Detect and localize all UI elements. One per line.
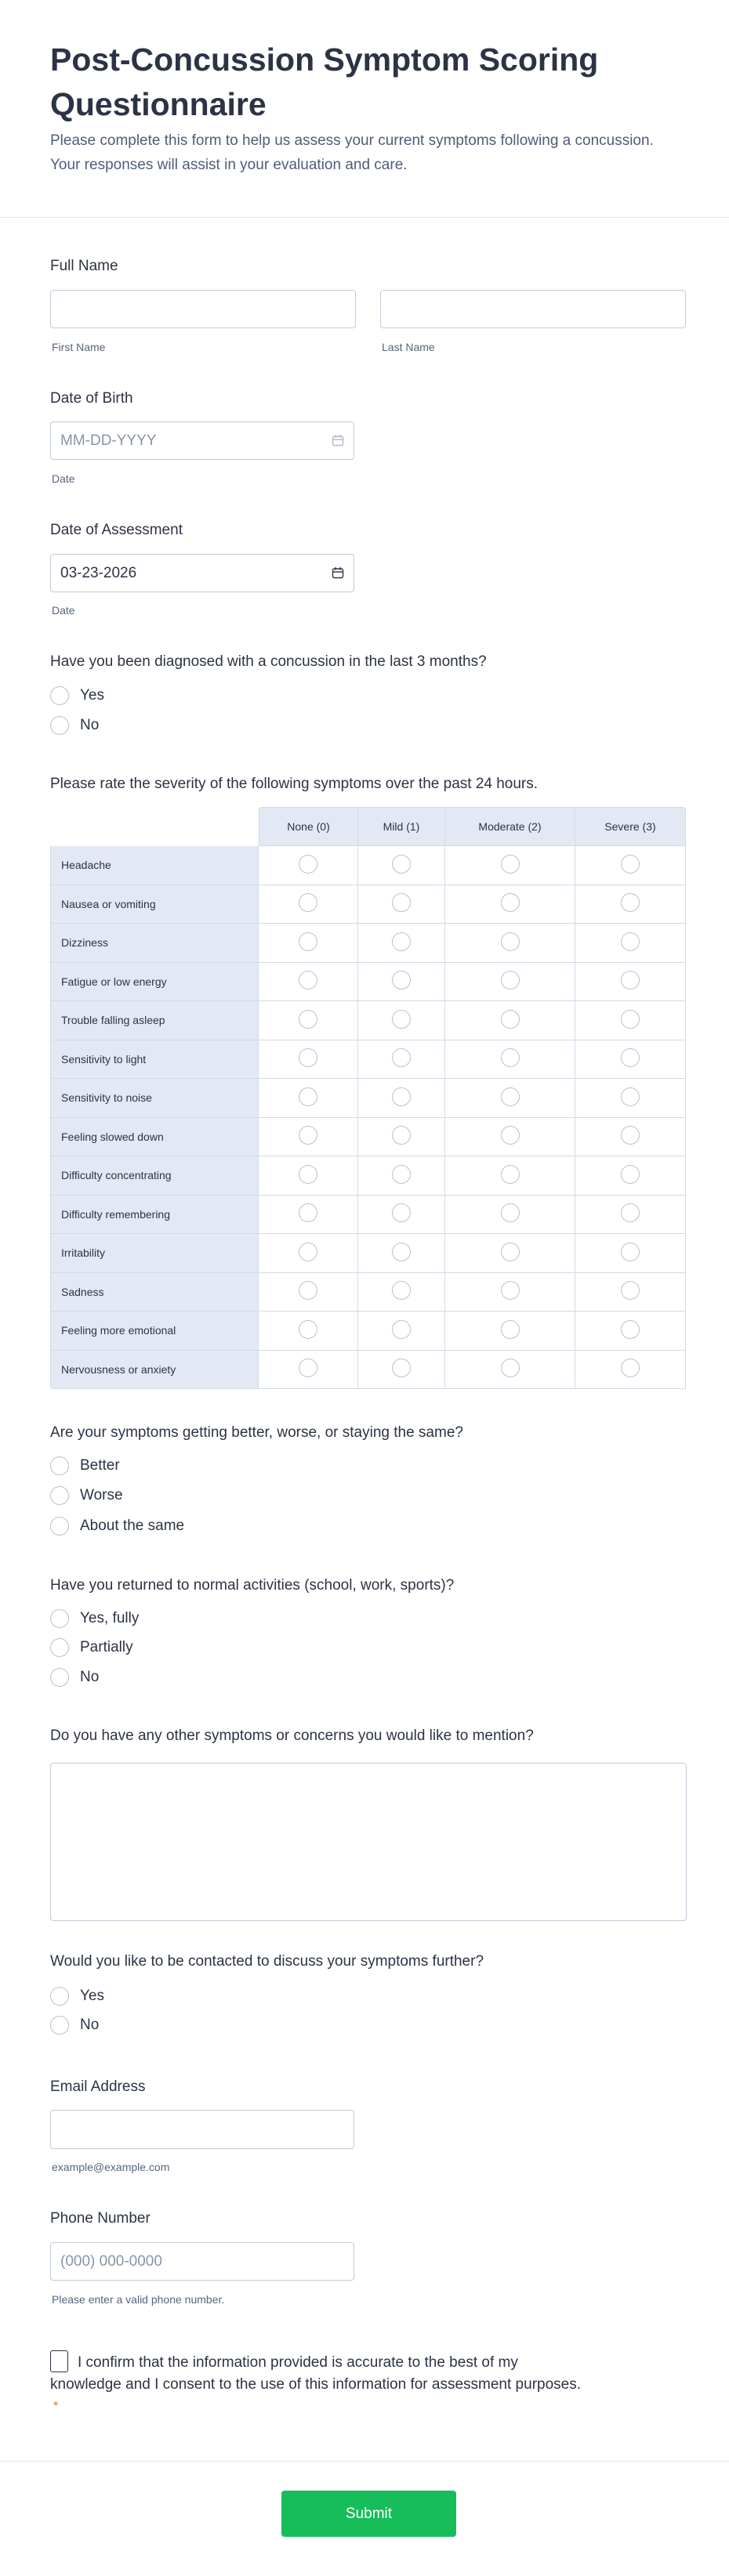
matrix-cell[interactable] bbox=[575, 963, 686, 1002]
radio-circle[interactable] bbox=[501, 1243, 520, 1261]
doa-input[interactable] bbox=[50, 554, 354, 592]
trend-better-radio[interactable] bbox=[50, 1454, 120, 1478]
matrix-cell[interactable] bbox=[358, 1156, 445, 1196]
matrix-cell[interactable] bbox=[259, 1156, 358, 1196]
calendar-icon[interactable] bbox=[332, 566, 344, 579]
matrix-cell[interactable] bbox=[259, 1351, 358, 1390]
radio-circle[interactable] bbox=[392, 1203, 411, 1222]
first-name-input[interactable] bbox=[50, 290, 356, 328]
matrix-cell[interactable] bbox=[358, 1312, 445, 1351]
radio-circle[interactable] bbox=[621, 1243, 640, 1261]
trend-same-radio[interactable] bbox=[50, 1514, 184, 1538]
radio-circle[interactable] bbox=[392, 932, 411, 951]
symptom-matrix bbox=[50, 807, 686, 1389]
matrix-row-label: Difficulty remembering bbox=[50, 1196, 259, 1235]
matrix-row bbox=[50, 924, 686, 963]
activities-fully-radio[interactable] bbox=[50, 1607, 139, 1630]
matrix-cell[interactable] bbox=[259, 1234, 358, 1273]
matrix-row bbox=[50, 846, 686, 885]
radio-circle[interactable] bbox=[621, 855, 640, 874]
radio-circle[interactable] bbox=[392, 1243, 411, 1261]
matrix-cell[interactable] bbox=[358, 1351, 445, 1390]
matrix-cell[interactable] bbox=[358, 1079, 445, 1118]
concerns-textarea[interactable] bbox=[50, 1763, 687, 1921]
activities-no-radio[interactable] bbox=[50, 1666, 99, 1689]
consent-field bbox=[50, 2350, 591, 2422]
radio-circle[interactable] bbox=[299, 855, 317, 874]
matrix-cell[interactable] bbox=[445, 885, 575, 924]
radio-circle[interactable] bbox=[392, 1320, 411, 1339]
matrix-cell[interactable] bbox=[358, 1118, 445, 1157]
radio-circle[interactable] bbox=[299, 1203, 317, 1222]
column-header: Mild (1) bbox=[358, 807, 445, 846]
radio-circle[interactable] bbox=[621, 1203, 640, 1222]
doa-value: 03-23-2026 bbox=[60, 565, 137, 581]
phone-sublabel: Please enter a valid phone number. bbox=[52, 2293, 225, 2306]
matrix-cell[interactable] bbox=[575, 924, 686, 963]
matrix-cell[interactable] bbox=[259, 846, 358, 885]
matrix-cell[interactable] bbox=[259, 1196, 358, 1235]
matrix-row bbox=[50, 1118, 686, 1157]
matrix-cell[interactable] bbox=[445, 1234, 575, 1273]
matrix-cell[interactable] bbox=[259, 885, 358, 924]
matrix-row-label: Irritability bbox=[50, 1234, 259, 1273]
radio-circle[interactable] bbox=[501, 1320, 520, 1339]
matrix-row-label: Trouble falling asleep bbox=[50, 1001, 259, 1040]
matrix-cell[interactable] bbox=[358, 1273, 445, 1312]
email-label: Email Address bbox=[50, 2079, 146, 2095]
radio-circle[interactable] bbox=[501, 971, 520, 990]
matrix-cell[interactable] bbox=[259, 1118, 358, 1157]
radio-circle[interactable] bbox=[50, 716, 69, 735]
last-name-sublabel: Last Name bbox=[382, 341, 435, 353]
matrix-row-label: Sensitivity to light bbox=[50, 1040, 259, 1080]
radio-circle[interactable] bbox=[50, 2016, 69, 2035]
matrix-row-label: Sadness bbox=[50, 1273, 259, 1312]
matrix-row bbox=[50, 1312, 686, 1351]
radio-circle[interactable] bbox=[501, 932, 520, 951]
matrix-cell[interactable] bbox=[259, 1079, 358, 1118]
radio-circle[interactable] bbox=[501, 1087, 520, 1106]
matrix-row bbox=[50, 963, 686, 1002]
radio-circle[interactable] bbox=[501, 893, 520, 912]
radio-circle[interactable] bbox=[392, 1087, 411, 1106]
matrix-cell[interactable] bbox=[445, 1351, 575, 1390]
matrix-row-label: Fatigue or low energy bbox=[50, 963, 259, 1002]
radio-circle[interactable] bbox=[501, 1281, 520, 1300]
required-asterisk: * bbox=[53, 2400, 59, 2413]
dob-input[interactable] bbox=[50, 421, 354, 460]
contact-label: Would you like to be contacted to discuss your symptoms further? bbox=[50, 1953, 484, 1970]
option-label: Partially bbox=[80, 1639, 133, 1655]
matrix-row bbox=[50, 1273, 686, 1312]
radio-circle[interactable] bbox=[621, 971, 640, 990]
matrix-cell[interactable] bbox=[259, 1273, 358, 1312]
radio-circle[interactable] bbox=[50, 1486, 69, 1505]
matrix-cell[interactable] bbox=[259, 1001, 358, 1040]
last-name-input[interactable] bbox=[380, 290, 686, 328]
option-label: No bbox=[80, 2017, 100, 2033]
radio-circle[interactable] bbox=[392, 1010, 411, 1029]
radio-circle[interactable] bbox=[621, 1359, 640, 1377]
matrix-cell[interactable] bbox=[445, 1273, 575, 1312]
doa-sublabel: Date bbox=[52, 604, 75, 617]
matrix-cell[interactable] bbox=[259, 963, 358, 1002]
matrix-cell[interactable] bbox=[575, 1001, 686, 1040]
radio-circle[interactable] bbox=[621, 1320, 640, 1339]
matrix-cell[interactable] bbox=[575, 1312, 686, 1351]
matrix-header-row bbox=[50, 807, 686, 846]
first-name-sublabel: First Name bbox=[52, 341, 106, 353]
consent-checkbox[interactable] bbox=[50, 2350, 68, 2372]
column-header: None (0) bbox=[259, 807, 358, 846]
option-label: Yes bbox=[80, 1988, 104, 2004]
radio-circle[interactable] bbox=[299, 1243, 317, 1261]
radio-circle[interactable] bbox=[621, 932, 640, 951]
matrix-row-label: Nervousness or anxiety bbox=[50, 1351, 259, 1390]
matrix-cell[interactable] bbox=[575, 1351, 686, 1390]
matrix-cell[interactable] bbox=[358, 1001, 445, 1040]
option-label: Yes bbox=[80, 687, 104, 704]
radio-circle[interactable] bbox=[299, 1359, 317, 1377]
radio-circle[interactable] bbox=[621, 893, 640, 912]
matrix-row bbox=[50, 1040, 686, 1080]
activities-partially-radio[interactable] bbox=[50, 1636, 133, 1659]
page-title: Post-Concussion Symptom Scoring Questionnaire bbox=[50, 42, 599, 122]
matrix-cell[interactable] bbox=[445, 846, 575, 885]
option-label: Better bbox=[80, 1457, 120, 1474]
activities-label: Have you returned to normal activities (school, work, sports)? bbox=[50, 1577, 455, 1594]
phone-input[interactable] bbox=[50, 2242, 354, 2281]
matrix-cell[interactable] bbox=[575, 1156, 686, 1196]
radio-circle[interactable] bbox=[392, 971, 411, 990]
matrix-cell[interactable] bbox=[259, 1040, 358, 1080]
dob-placeholder: MM-DD-YYYY bbox=[60, 432, 157, 449]
matrix-cell[interactable] bbox=[445, 1118, 575, 1157]
matrix-cell[interactable] bbox=[445, 1312, 575, 1351]
radio-circle[interactable] bbox=[621, 1087, 640, 1106]
matrix-cell[interactable] bbox=[358, 1040, 445, 1080]
radio-circle[interactable] bbox=[299, 1126, 317, 1145]
doa-label: Date of Assessment bbox=[50, 522, 183, 538]
matrix-row-label: Feeling more emotional bbox=[50, 1312, 259, 1351]
radio-circle[interactable] bbox=[299, 932, 317, 951]
matrix-cell[interactable] bbox=[358, 963, 445, 1002]
diagnosed-no-radio[interactable] bbox=[50, 714, 99, 737]
radio-circle[interactable] bbox=[392, 1048, 411, 1067]
option-label: Worse bbox=[80, 1487, 123, 1503]
radio-circle[interactable] bbox=[299, 1087, 317, 1106]
column-header: Moderate (2) bbox=[445, 807, 575, 846]
matrix-cell[interactable] bbox=[575, 885, 686, 924]
matrix-row bbox=[50, 1079, 686, 1118]
consent-text: I confirm that the information provided is accurate to the best of my knowledge and I consent to the use of this information for assessment purposes. bbox=[50, 2354, 581, 2393]
radio-circle[interactable] bbox=[621, 1010, 640, 1029]
contact-no-radio[interactable] bbox=[50, 2013, 99, 2037]
option-label: About the same bbox=[80, 1518, 185, 1534]
matrix-cell[interactable] bbox=[358, 885, 445, 924]
radio-circle[interactable] bbox=[50, 1517, 69, 1536]
radio-circle[interactable] bbox=[50, 1638, 69, 1657]
submit-button[interactable]: Submit bbox=[281, 2491, 456, 2537]
dob-sublabel: Date bbox=[52, 472, 75, 485]
matrix-cell[interactable] bbox=[445, 1040, 575, 1080]
footer-divider bbox=[0, 2461, 729, 2462]
option-label: No bbox=[80, 1669, 100, 1685]
matrix-cell[interactable] bbox=[445, 963, 575, 1002]
radio-circle[interactable] bbox=[501, 1359, 520, 1377]
matrix-cell[interactable] bbox=[445, 924, 575, 963]
radio-circle[interactable] bbox=[50, 1668, 69, 1687]
matrix-row-label: Sensitivity to noise bbox=[50, 1079, 259, 1118]
column-header: Severe (3) bbox=[575, 807, 686, 846]
matrix-corner bbox=[50, 807, 259, 846]
contact-yes-radio[interactable] bbox=[50, 1984, 104, 2008]
matrix-cell[interactable] bbox=[575, 1040, 686, 1080]
radio-circle[interactable] bbox=[299, 893, 317, 912]
radio-circle[interactable] bbox=[392, 855, 411, 874]
matrix-row-label: Difficulty concentrating bbox=[50, 1156, 259, 1196]
email-sublabel: example@example.com bbox=[52, 2161, 170, 2173]
matrix-cell[interactable] bbox=[259, 924, 358, 963]
radio-circle[interactable] bbox=[392, 893, 411, 912]
matrix-row bbox=[50, 885, 686, 924]
radio-circle[interactable] bbox=[299, 1010, 317, 1029]
radio-circle[interactable] bbox=[392, 1126, 411, 1145]
matrix-cell[interactable] bbox=[259, 1312, 358, 1351]
matrix-cell[interactable] bbox=[575, 1273, 686, 1312]
radio-circle[interactable] bbox=[621, 1281, 640, 1300]
matrix-cell[interactable] bbox=[445, 1079, 575, 1118]
matrix-cell[interactable] bbox=[575, 1079, 686, 1118]
radio-circle[interactable] bbox=[392, 1165, 411, 1184]
radio-circle[interactable] bbox=[392, 1281, 411, 1300]
radio-circle[interactable] bbox=[299, 1048, 317, 1067]
matrix-row-label: Dizziness bbox=[50, 924, 259, 963]
matrix-cell[interactable] bbox=[575, 1118, 686, 1157]
matrix-row bbox=[50, 1351, 686, 1390]
radio-circle[interactable] bbox=[50, 1987, 69, 2006]
trend-label: Are your symptoms getting better, worse, or staying the same? bbox=[50, 1424, 463, 1441]
radio-circle[interactable] bbox=[501, 1165, 520, 1184]
matrix-cell[interactable] bbox=[358, 846, 445, 885]
matrix-label: Please rate the severity of the following symptoms over the past 24 hours. bbox=[50, 776, 539, 792]
matrix-cell[interactable] bbox=[445, 1196, 575, 1235]
concerns-label: Do you have any other symptoms or concerns you would like to mention? bbox=[50, 1728, 534, 1744]
radio-circle[interactable] bbox=[299, 1320, 317, 1339]
matrix-cell[interactable] bbox=[575, 846, 686, 885]
matrix-row-label: Feeling slowed down bbox=[50, 1118, 259, 1157]
matrix-row bbox=[50, 1001, 686, 1040]
radio-circle[interactable] bbox=[50, 1456, 69, 1475]
trend-worse-radio[interactable] bbox=[50, 1484, 123, 1507]
radio-circle[interactable] bbox=[50, 1609, 69, 1628]
radio-circle[interactable] bbox=[299, 1165, 317, 1184]
dob-label: Date of Birth bbox=[50, 390, 133, 407]
radio-circle[interactable] bbox=[621, 1165, 640, 1184]
matrix-row-label: Headache bbox=[50, 846, 259, 885]
email-input[interactable] bbox=[50, 2110, 354, 2149]
full-name-label: Full Name bbox=[50, 258, 118, 274]
radio-circle[interactable] bbox=[501, 1203, 520, 1222]
matrix-row-label: Nausea or vomiting bbox=[50, 885, 259, 924]
radio-circle[interactable] bbox=[299, 971, 317, 990]
radio-circle[interactable] bbox=[501, 1048, 520, 1067]
radio-circle[interactable] bbox=[501, 1126, 520, 1145]
matrix-row bbox=[50, 1234, 686, 1273]
form-description: Please complete this form to help us assess your current symptoms following a concussion. Your responses will assist in your evaluation and care. bbox=[50, 132, 654, 173]
matrix-cell[interactable] bbox=[575, 1196, 686, 1235]
diagnosed-yes-radio[interactable] bbox=[50, 684, 104, 707]
radio-circle[interactable] bbox=[392, 1359, 411, 1377]
header-divider bbox=[0, 217, 729, 218]
matrix-cell[interactable] bbox=[358, 1234, 445, 1273]
diagnosed-label: Have you been diagnosed with a concussion in the last 3 months? bbox=[50, 653, 487, 670]
matrix-cell[interactable] bbox=[445, 1156, 575, 1196]
matrix-cell[interactable] bbox=[445, 1001, 575, 1040]
radio-circle[interactable] bbox=[621, 1048, 640, 1067]
matrix-cell[interactable] bbox=[358, 924, 445, 963]
radio-circle[interactable] bbox=[501, 1010, 520, 1029]
option-label: Yes, fully bbox=[80, 1610, 140, 1626]
radio-circle[interactable] bbox=[50, 686, 69, 705]
phone-label: Phone Number bbox=[50, 2210, 151, 2227]
radio-circle[interactable] bbox=[501, 855, 520, 874]
radio-circle[interactable] bbox=[621, 1126, 640, 1145]
matrix-row bbox=[50, 1196, 686, 1235]
matrix-row bbox=[50, 1156, 686, 1196]
option-label: No bbox=[80, 717, 100, 733]
radio-circle[interactable] bbox=[299, 1281, 317, 1300]
matrix-cell[interactable] bbox=[575, 1234, 686, 1273]
matrix-cell[interactable] bbox=[358, 1196, 445, 1235]
calendar-icon[interactable] bbox=[332, 434, 344, 447]
